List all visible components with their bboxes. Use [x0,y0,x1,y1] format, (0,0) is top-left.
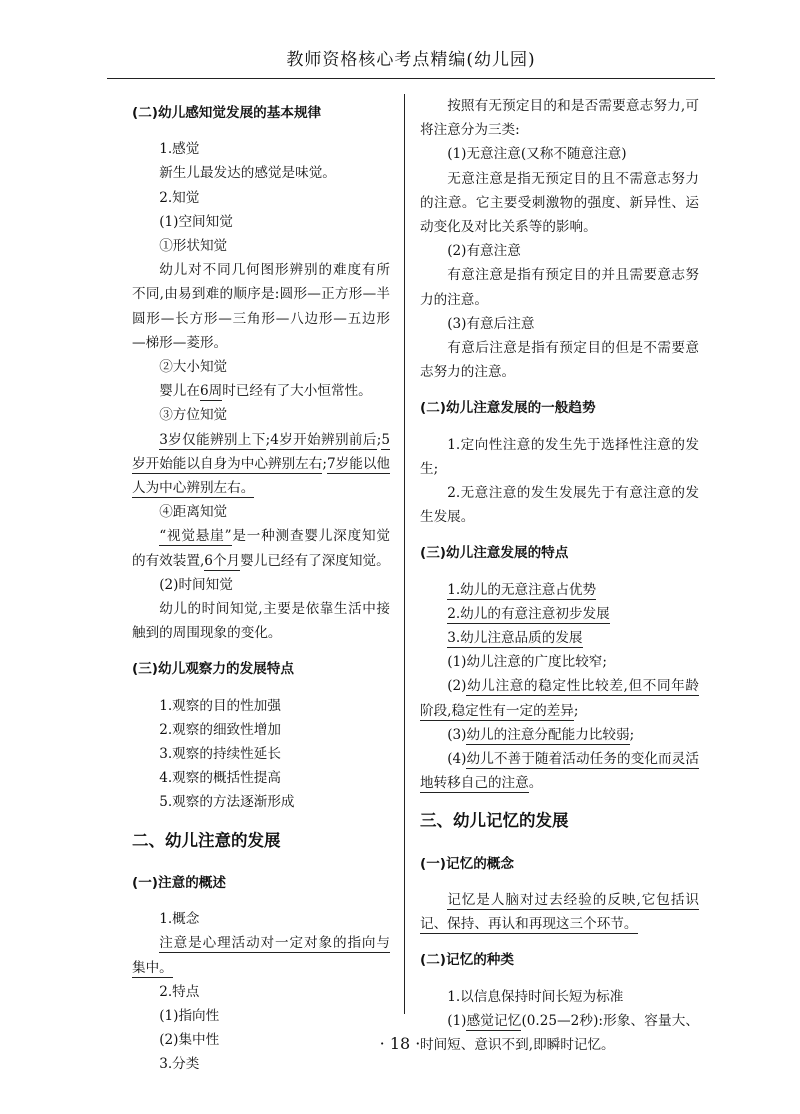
paragraph: 1.感觉 [159,141,200,158]
text-run: 婴儿已经有了深度知觉。 [240,552,390,569]
paragraph: 1.概念 [159,911,200,928]
paragraph: 3.分类 [159,1056,200,1073]
paragraph: (2)集中性 [159,1032,220,1049]
underlined-text: 3.幼儿注意品质的发展 [447,630,583,647]
paragraph: (2)有意注意 [447,243,521,260]
paragraph: 幼儿对不同几何图形辨别的难度有所不同,由易到难的顺序是:圆形—正方形—半圆形—长方形—三角形—八边形—五边形—梯形—菱形。 [132,262,390,351]
paragraph [420,888,699,936]
paragraph: ③方位知觉 [159,407,228,424]
chapter-heading: 二、幼儿注意的发展 [132,830,281,850]
underlined-text: 3岁仅能辨别上下 [159,431,266,448]
text-run: ; [322,455,327,472]
underlined-text: 记忆是人脑对过去经验的反映,它包括识记、保持、再认和再现这三个环节。 [420,891,699,933]
column-divider [404,94,405,1014]
list-item: (1)幼儿注意的广度比较窄; [447,654,607,671]
list-item [420,578,699,602]
left-column [132,94,390,1077]
text-run: ; [573,702,579,719]
text-run: 婴儿在 [159,383,200,400]
paragraph: 2.无意注意的发生发展先于有意注意的发生发展。 [420,485,699,526]
section-heading: (一)注意的概述 [132,874,226,891]
text-run: (2) [447,678,467,695]
underlined-text: 1.幼儿的无意注意占优势 [447,581,597,598]
underlined-text: “视觉悬崖” [159,528,232,545]
section-heading: (二)记忆的种类 [420,952,514,969]
list-item [420,602,699,626]
paragraph: 2.特点 [159,983,200,1000]
page-number: · 18 · [379,1034,421,1053]
right-column [420,94,699,1057]
paragraph: (3)有意后注意 [447,315,535,332]
underlined-text: 幼儿注意的稳定性比较差,但不同年龄阶段,稳定性有一定的差异 [420,678,699,719]
chapter-heading: 三、幼儿记忆的发展 [420,811,569,831]
underlined-text: 幼儿的注意分配能力比较弱 [466,726,630,743]
text-run: 时已经有了大小恒常性。 [222,383,372,400]
list-item: 3.观察的持续性延长 [159,746,281,763]
paragraph: 幼儿的时间知觉,主要是依靠生活中接触到的周围现象的变化。 [132,601,390,642]
list-item [420,723,699,747]
underlined-text: 6个月 [204,552,241,569]
paragraph: 按照有无预定目的和是否需要意志努力,可将注意分为三类: [420,98,699,139]
underlined-text: 幼儿不善于随着活动任务的变化而灵活地转移自己的注意 [420,751,699,792]
paragraph: 1.以信息保持时间长短为标准 [447,988,624,1005]
paragraph: 无意注意是指无预定目的且不需意志努力的注意。它主要受刺激物的强度、新异性、运动变化及对比关系等的影响。 [420,170,699,236]
text-run: ; [376,431,382,448]
paragraph [132,379,390,403]
text-run: (3) [447,726,467,743]
paragraph: 有意后注意是指有预定目的但是不需要意志努力的注意。 [420,340,699,381]
list-item: 5.观察的方法逐渐形成 [159,794,295,811]
text-run: (4) [447,751,467,768]
paragraph: 有意注意是指有预定目的并且需要意志努力的注意。 [420,267,699,308]
underlined-text: 4岁开始辨别前后 [270,431,377,448]
paragraph: (1)空间知觉 [159,213,233,230]
paragraph: (1)无意注意(又称不随意注意) [447,146,627,163]
text-run: 。 [528,775,543,792]
underlined-text: 感觉记忆 [466,1012,522,1029]
paragraph [132,428,390,501]
text-run: (1) [447,1012,467,1029]
underlined-text: 6周 [199,383,223,400]
list-item [420,674,699,722]
paragraph: 新生儿最发达的感觉是味觉。 [159,165,336,182]
underlined-text: 注意是心理活动对一定对象的指向与集中。 [132,935,390,976]
paragraph: ①形状知觉 [159,238,228,255]
section-heading: (三)幼儿观察力的发展特点 [132,661,294,678]
section-heading: (一)记忆的概念 [420,855,514,872]
list-item: 1.观察的目的性加强 [159,697,281,714]
underlined-text: 2.幼儿的有意注意初步发展 [447,605,610,622]
paragraph: ④距离知觉 [159,504,228,521]
paragraph: (1)指向性 [159,1007,220,1024]
text-run: ; [629,726,635,743]
page-header: 教师资格核心考点精编(幼儿园) [107,42,715,79]
paragraph: (2)时间知觉 [159,576,233,593]
text-run: 是一种测查婴儿深度知觉的有效装置, [132,528,390,569]
underlined-text: 7岁能以他人为中心辨别左右。 [132,455,391,497]
list-item [420,626,699,650]
section-heading: (三)幼儿注意发展的特点 [420,545,569,562]
text-run: ; [265,431,271,448]
list-item: 4.观察的概括性提高 [159,770,281,787]
paragraph [132,931,390,979]
paragraph: 1.定向性注意的发生先于选择性注意的发生; [420,436,699,477]
paragraph [132,524,390,572]
paragraph: ②大小知觉 [159,359,228,376]
list-item: 2.观察的细致性增加 [159,721,281,738]
underlined-text: 5岁开始能以自身为中心辨别左右 [132,431,390,472]
text-run: (0.25—2秒):形象、容量大、时间短、意识不到,即瞬时记忆。 [420,1012,700,1053]
paragraph: 2.知觉 [159,189,200,206]
list-item [420,747,699,795]
section-heading: (二)幼儿注意发展的一般趋势 [420,400,596,417]
section-heading: (二)幼儿感知觉发展的基本规律 [132,105,322,121]
